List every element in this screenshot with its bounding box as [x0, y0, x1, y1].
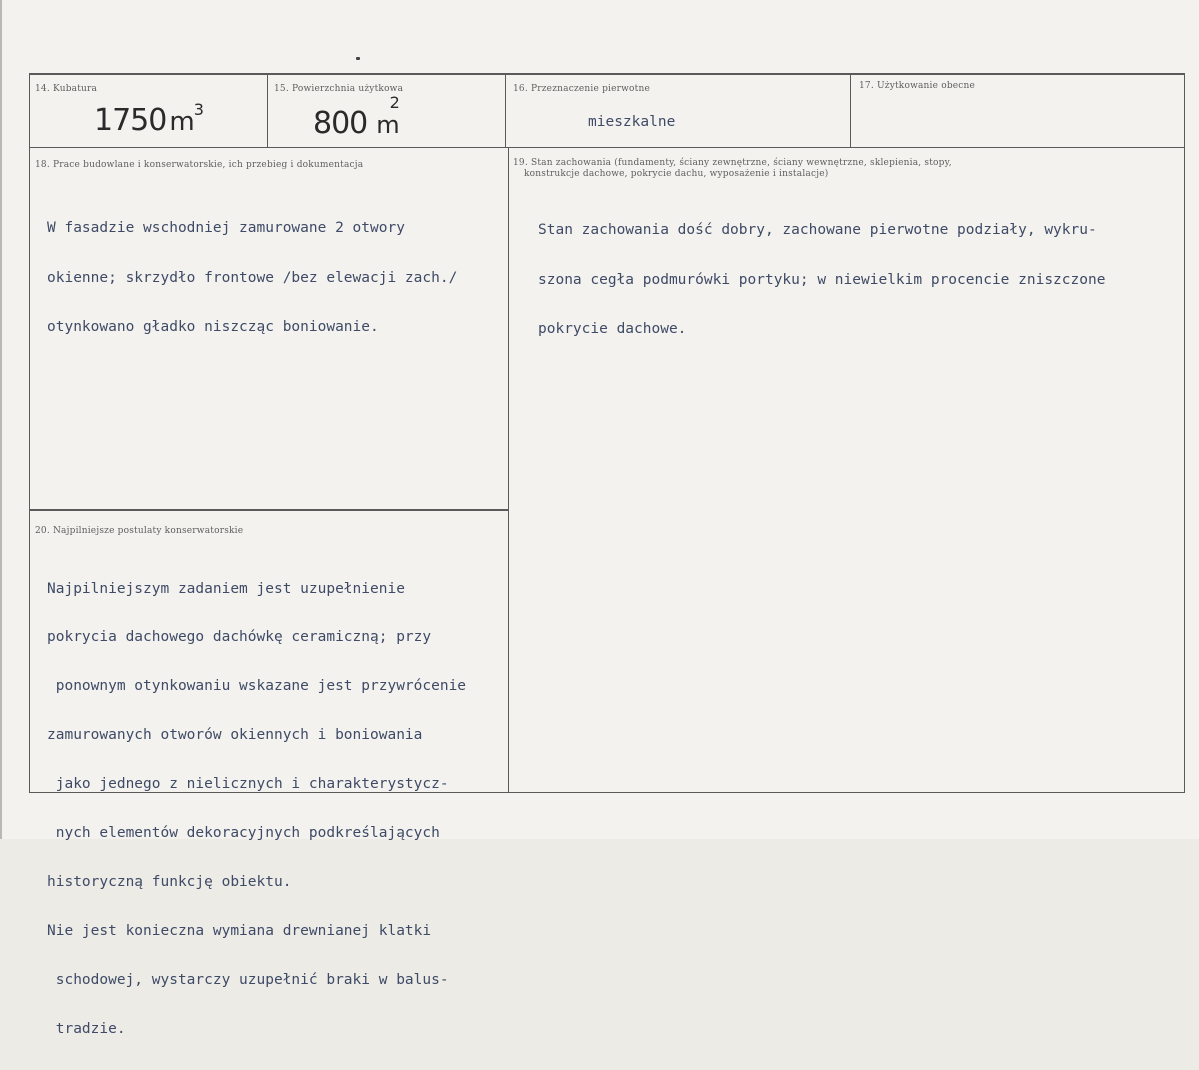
- kubatura-number: 1750: [94, 103, 167, 138]
- stan-line: Stan zachowania dość dobry, zachowane pierwotne podziały, wykru-: [538, 222, 1097, 238]
- przeznaczenie-value: mieszkalne: [588, 114, 676, 130]
- postulaty-line: ponownym otynkowaniu wskazane jest przywrócenie: [47, 678, 467, 695]
- stan-line: szona cegła podmurówki portyku; w niewielkim procencie zniszczone: [538, 271, 1106, 288]
- kubatura-label: 14. Kubatura: [35, 84, 98, 94]
- postulaty-line: tradzie.: [47, 1020, 126, 1037]
- powierzchnia-unit: m: [376, 111, 399, 139]
- powierzchnia-value: [313, 93, 399, 141]
- postulaty-text: [47, 548, 466, 1070]
- divider-15-16: [505, 74, 506, 147]
- divider-14-15: [267, 74, 268, 147]
- postulaty-line: historyczną funkcję obiektu.: [47, 873, 292, 890]
- scan-mark: [356, 57, 360, 60]
- powierzchnia-number: 800: [313, 106, 368, 141]
- top-rule: [29, 73, 1185, 75]
- prace-line: okienne; skrzydło frontowe /bez elewacji zach./: [47, 269, 458, 286]
- stan-label-1: 19. Stan zachowania (fundamenty, ściany zewnętrzne, ściany wewnętrzne, sklepienia, stopy,: [513, 158, 952, 168]
- postulaty-label: 20. Najpilniejsze postulaty konserwatorskie: [35, 526, 244, 536]
- kubatura-value: [94, 100, 203, 138]
- postulaty-line: Nie jest konieczna wymiana drewnianej klatki: [47, 922, 432, 939]
- stan-line: pokrycie dachowe.: [538, 321, 687, 337]
- center-divider: [508, 148, 509, 793]
- postulaty-line: pokrycia dachowego dachówkę ceramiczną; przy: [47, 629, 432, 646]
- powierzchnia-label: 15. Powierzchnia użytkowa: [274, 84, 404, 94]
- przeznaczenie-label: 16. Przeznaczenie pierwotne: [513, 84, 651, 94]
- stan-label-2: konstrukcje dachowe, pokrycie dachu, wyposażenie i instalacje): [524, 169, 829, 179]
- divider-16-17: [850, 74, 851, 147]
- prace-line: otynkowano gładko niszcząc boniowanie.: [47, 319, 379, 335]
- postulaty-line: Najpilniejszym zadaniem jest uzupełnienie: [47, 580, 405, 597]
- postulaty-line: jako jednego z nielicznych i charakterystycz-: [47, 776, 449, 793]
- powierzchnia-unit-sup: 2: [389, 93, 399, 112]
- row2-bottom-rule: [29, 509, 508, 511]
- uzytkowanie-label: 17. Użytkowanie obecne: [859, 81, 976, 91]
- postulaty-line: nych elementów dekoracyjnych podkreślających: [47, 825, 440, 842]
- right-border: [1184, 73, 1185, 793]
- left-border: [29, 73, 30, 793]
- row1-bottom-rule: [29, 147, 1185, 148]
- prace-line: W fasadzie wschodniej zamurowane 2 otwory: [47, 220, 405, 236]
- prace-label: 18. Prace budowlane i konserwatorskie, ich przebieg i dokumentacja: [35, 160, 364, 170]
- prace-text: [47, 187, 457, 369]
- kubatura-unit-sup: 3: [193, 100, 203, 119]
- stan-text: [538, 189, 1105, 371]
- postulaty-line: schodowej, wystarczy uzupełnić braki w balus-: [47, 971, 449, 988]
- kubatura-unit: m: [169, 107, 194, 137]
- postulaty-line: zamurowanych otworów okiennych i boniowania: [47, 727, 423, 744]
